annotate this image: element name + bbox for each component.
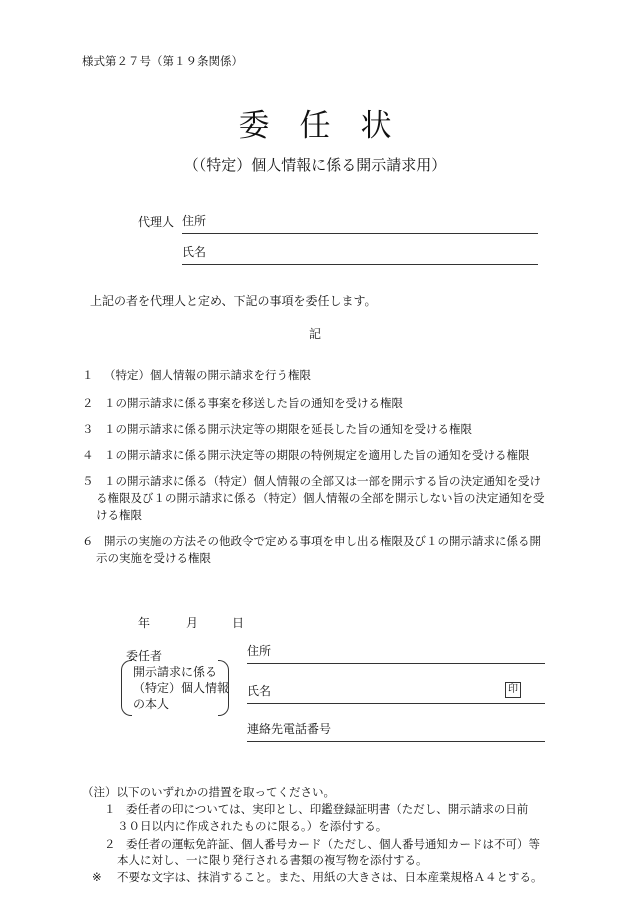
note-text: 委任者の運転免許証、個人番号カード（ただし、個人番号通知カードは不可）等 [126, 837, 540, 851]
list-item [82, 533, 552, 567]
delegator-note-line: 開示請求に係る [133, 665, 218, 679]
delegator-note-line: （特定）個人情報 [133, 681, 230, 695]
agent-name-label: 氏名 [182, 245, 207, 259]
agent-label: 代理人 [138, 215, 175, 229]
note-text: 本人に対し、一に限り発行される書類の複写物を添付する。 [117, 853, 428, 867]
list-item [82, 447, 552, 464]
document-title: 委任状 [238, 108, 422, 144]
date-year: 年 [138, 616, 151, 630]
delegator-phone-label: 連絡先電話番号 [247, 722, 332, 736]
delegator-address-field[interactable] [247, 644, 545, 664]
left-paren [121, 660, 132, 716]
seal-mark: 印 [505, 682, 521, 698]
agent-address-label: 住所 [182, 214, 207, 228]
note-text: 不要な文字は、抹消すること。また、用紙の大きさは、日本産業規格Ａ４とする。 [117, 870, 543, 884]
document-subtitle: （（特定）個人情報に係る開示請求用） [183, 156, 447, 174]
list-item [82, 395, 552, 412]
delegator-name-field[interactable] [247, 684, 545, 704]
note-number: １ [104, 802, 116, 816]
delegator-label: 委任者 [126, 649, 163, 663]
notes-heading: （注）以下のいずれかの措置を取ってください。 [82, 785, 335, 799]
item-text: 開示の実施の方法その他政令で定める事項を申し出る権限及び１の開示請求に係る開示の実施を受ける権限 [96, 534, 541, 565]
item-text: １の開示請求に係る開示決定等の期限を延長した旨の通知を受ける権限 [104, 422, 472, 436]
delegator-note-line: の本人 [133, 697, 170, 711]
note-text: 委任者の印については、実印とし、印鑑登録証明書（ただし、開示請求の日前 [126, 802, 529, 816]
item-text: １の開示請求に係る事案を移送した旨の通知を受ける権限 [104, 396, 403, 410]
delegator-note [121, 660, 229, 716]
intro-text: 上記の者を代理人と定め、下記の事項を委任します。 [90, 294, 377, 308]
delegator-name-label: 氏名 [247, 684, 272, 698]
list-item [82, 421, 552, 438]
item-number: ５ [82, 474, 94, 488]
item-number: ６ [82, 534, 94, 548]
item-text: （特定）個人情報の開示請求を行う権限 [104, 368, 311, 382]
note-star: ※ [92, 870, 102, 884]
delegator-address-label: 住所 [247, 644, 272, 658]
note-number: ２ [104, 837, 116, 851]
note-text: ３０日以内に作成されたものに限る。）を添付する。 [117, 819, 388, 833]
list-item [82, 473, 552, 524]
item-number: ３ [82, 422, 94, 436]
item-text: １の開示請求に係る開示決定等の期限の特例規定を適用した旨の通知を受ける権限 [104, 448, 530, 462]
date-month: 月 [186, 616, 199, 630]
date-day: 日 [232, 616, 245, 630]
agent-name-field[interactable] [182, 245, 538, 265]
item-number: ２ [82, 396, 94, 410]
item-text: １の開示請求に係る（特定）個人情報の全部又は一部を開示する旨の決定通知を受ける権限及び１の開示請求に係る（特定）個人情報の全部を開示しない旨の決定通知を受ける権限 [96, 474, 545, 522]
ki-heading: 記 [308, 327, 321, 341]
agent-address-field[interactable] [182, 214, 538, 234]
form-number: 様式第２７号（第１９条関係） [82, 54, 243, 68]
delegator-phone-field[interactable] [247, 722, 545, 742]
item-number: １ [82, 368, 94, 382]
item-number: ４ [82, 448, 94, 462]
list-item [82, 367, 552, 384]
